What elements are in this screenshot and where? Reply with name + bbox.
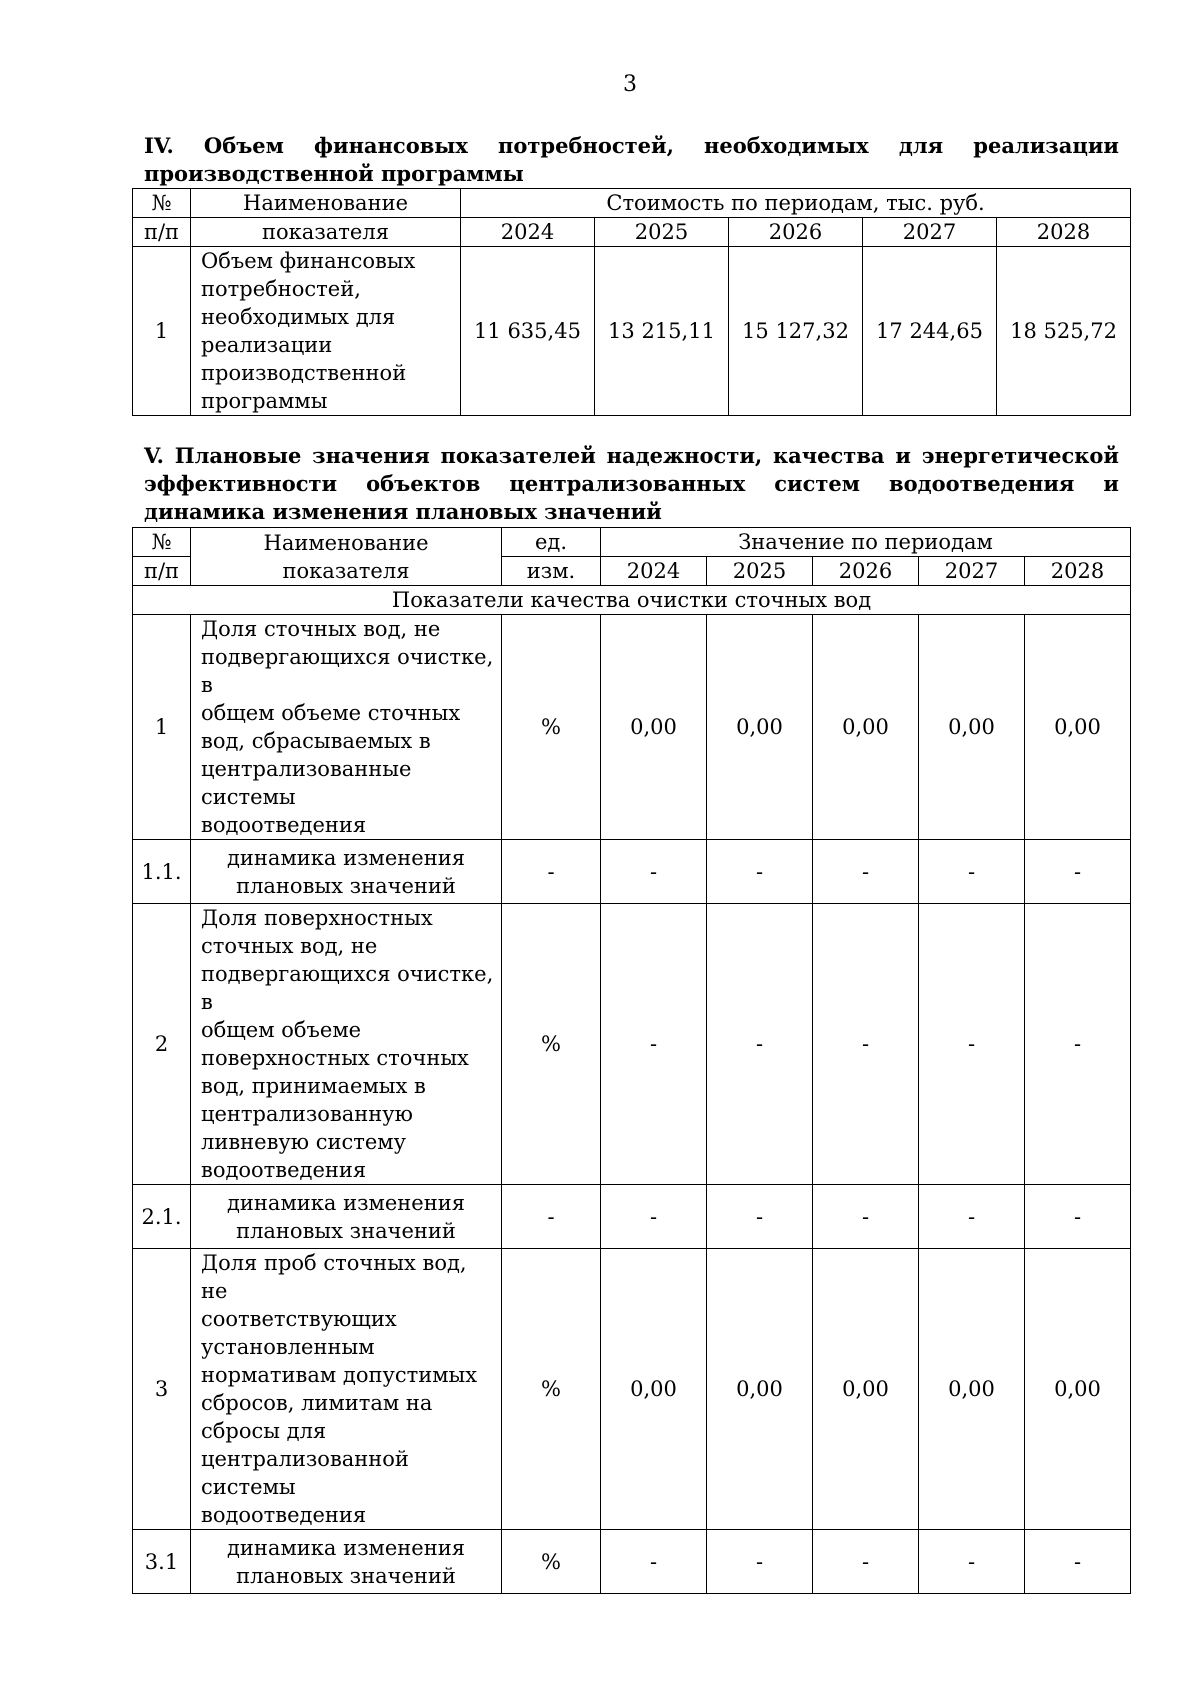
name-line: динамика изменения: [227, 1535, 465, 1560]
name-line: сбросы для: [201, 1419, 327, 1443]
value-cell: 17 244,65: [863, 247, 997, 416]
row-num: 2: [133, 904, 191, 1185]
header-year: 2025: [707, 557, 813, 586]
value-cell: -: [1025, 1185, 1131, 1249]
value-cell: -: [813, 840, 919, 904]
row-name: [191, 1185, 502, 1249]
name-line: подвергающихся очистке, в: [201, 645, 494, 697]
unit-cell: -: [502, 1185, 601, 1249]
row-num: 1: [133, 247, 191, 416]
header-name: Наименование: [191, 189, 461, 218]
value-cell: 0,00: [919, 615, 1025, 840]
name-line: общем объеме: [201, 1018, 362, 1042]
header-name: Наименование показателя: [191, 528, 502, 586]
header-name-sub: показателя: [191, 218, 461, 247]
section-4-title: IV. Объем финансовых потребностей, необходимых для реализации производственной программы: [144, 133, 1119, 186]
name-line: Доля сточных вод, не: [201, 617, 441, 641]
header-num-sub: п/п: [133, 218, 191, 247]
row-name: [191, 247, 461, 416]
value-cell: -: [1025, 1530, 1131, 1594]
name-line: сточных вод, не: [201, 934, 378, 958]
name-line: программы: [201, 389, 328, 413]
header-year: 2024: [601, 557, 707, 586]
name-line: динамика изменения: [227, 845, 465, 870]
value-cell: -: [919, 1530, 1025, 1594]
header-num: №: [133, 528, 191, 557]
header-year: 2026: [813, 557, 919, 586]
header-year: 2024: [461, 218, 595, 247]
value-cell: 0,00: [813, 615, 919, 840]
header-year: 2027: [919, 557, 1025, 586]
value-cell: -: [601, 840, 707, 904]
name-line: Доля проб сточных вод, не: [201, 1251, 467, 1303]
header-unit-sub: изм.: [502, 557, 601, 586]
value-cell: -: [813, 1185, 919, 1249]
row-num: 3: [133, 1249, 191, 1530]
value-cell: 0,00: [601, 615, 707, 840]
header-cost-group: Стоимость по периодам, тыс. руб.: [461, 189, 1131, 218]
header-num: №: [133, 189, 191, 218]
value-cell: 13 215,11: [595, 247, 729, 416]
name-line: установленным: [201, 1335, 375, 1359]
table-row: [133, 1530, 1131, 1594]
name-line: динамика изменения: [227, 1190, 465, 1215]
value-cell: -: [707, 1185, 813, 1249]
name-line: централизованной системы: [201, 1447, 409, 1499]
header-unit: ед.: [502, 528, 601, 557]
value-cell: 0,00: [1025, 1249, 1131, 1530]
unit-cell: %: [502, 904, 601, 1185]
table-row: [133, 247, 1131, 416]
group-label: Показатели качества очистки сточных вод: [133, 586, 1131, 615]
table-row: [133, 1185, 1131, 1249]
table-row: [133, 615, 1131, 840]
header-year: 2025: [595, 218, 729, 247]
value-cell: 0,00: [707, 1249, 813, 1530]
value-cell: 0,00: [919, 1249, 1025, 1530]
value-cell: -: [707, 840, 813, 904]
name-line: Доля поверхностных: [201, 906, 433, 930]
value-cell: -: [919, 904, 1025, 1185]
value-cell: 11 635,45: [461, 247, 595, 416]
header-value-group: Значение по периодам: [601, 528, 1131, 557]
financial-needs-table: [132, 188, 1131, 416]
value-cell: -: [601, 1530, 707, 1594]
name-line: необходимых для: [201, 305, 396, 329]
name-line: вод, принимаемых в: [201, 1074, 426, 1098]
value-cell: 0,00: [601, 1249, 707, 1530]
name-line: нормативам допустимых: [201, 1363, 478, 1387]
value-cell: -: [707, 1530, 813, 1594]
name-line: реализации: [201, 333, 333, 357]
row-num: 3.1: [133, 1530, 191, 1594]
value-cell: -: [813, 904, 919, 1185]
row-num: 1: [133, 615, 191, 840]
name-line: плановых значений: [236, 873, 456, 898]
table-row: [133, 1249, 1131, 1530]
unit-cell: -: [502, 840, 601, 904]
value-cell: -: [919, 840, 1025, 904]
table-row: [133, 904, 1131, 1185]
value-cell: -: [813, 1530, 919, 1594]
name-line: общем объеме сточных: [201, 701, 461, 725]
header-year: 2028: [1025, 557, 1131, 586]
page-number: 3: [623, 72, 637, 97]
row-num: 2.1.: [133, 1185, 191, 1249]
row-name: [191, 1249, 502, 1530]
name-line: подвергающихся очистке, в: [201, 962, 494, 1014]
value-cell: -: [919, 1185, 1025, 1249]
row-name: [191, 1530, 502, 1594]
row-name: [191, 615, 502, 840]
value-cell: -: [707, 904, 813, 1185]
name-line: водоотведения: [201, 813, 367, 837]
name-line: водоотведения: [201, 1158, 367, 1182]
name-line: плановых значений: [236, 1563, 456, 1588]
value-cell: -: [1025, 840, 1131, 904]
name-line: ливневую систему: [201, 1130, 406, 1154]
value-cell: 18 525,72: [997, 247, 1131, 416]
name-line: потребностей,: [201, 277, 361, 301]
indicators-table: [132, 527, 1131, 1594]
value-cell: 0,00: [1025, 615, 1131, 840]
value-cell: 15 127,32: [729, 247, 863, 416]
header-year: 2027: [863, 218, 997, 247]
header-num-sub: п/п: [133, 557, 191, 586]
row-name: [191, 904, 502, 1185]
value-cell: 0,00: [813, 1249, 919, 1530]
name-line: сбросов, лимитам на: [201, 1391, 433, 1415]
value-cell: -: [601, 904, 707, 1185]
name-line: централизованные системы: [201, 757, 412, 809]
name-line: водоотведения: [201, 1503, 367, 1527]
value-cell: -: [601, 1185, 707, 1249]
unit-cell: %: [502, 1249, 601, 1530]
value-cell: 0,00: [707, 615, 813, 840]
value-cell: -: [1025, 904, 1131, 1185]
row-name: [191, 840, 502, 904]
header-year: 2026: [729, 218, 863, 247]
name-line: производственной: [201, 361, 407, 385]
name-line: Объем финансовых: [201, 249, 416, 273]
name-line: поверхностных сточных: [201, 1046, 469, 1070]
unit-cell: %: [502, 615, 601, 840]
name-line: соответствующих: [201, 1307, 397, 1331]
table-row: [133, 840, 1131, 904]
name-line: плановых значений: [236, 1218, 456, 1243]
section-5-title: V. Плановые значения показателей надежности, качества и энергетической эффективности объектов централизованных систем водоотведения и динамика изменения плановых значений: [144, 443, 1119, 524]
unit-cell: %: [502, 1530, 601, 1594]
name-line: вод, сбрасываемых в: [201, 729, 431, 753]
header-year: 2028: [997, 218, 1131, 247]
name-line: централизованную: [201, 1102, 413, 1126]
row-num: 1.1.: [133, 840, 191, 904]
